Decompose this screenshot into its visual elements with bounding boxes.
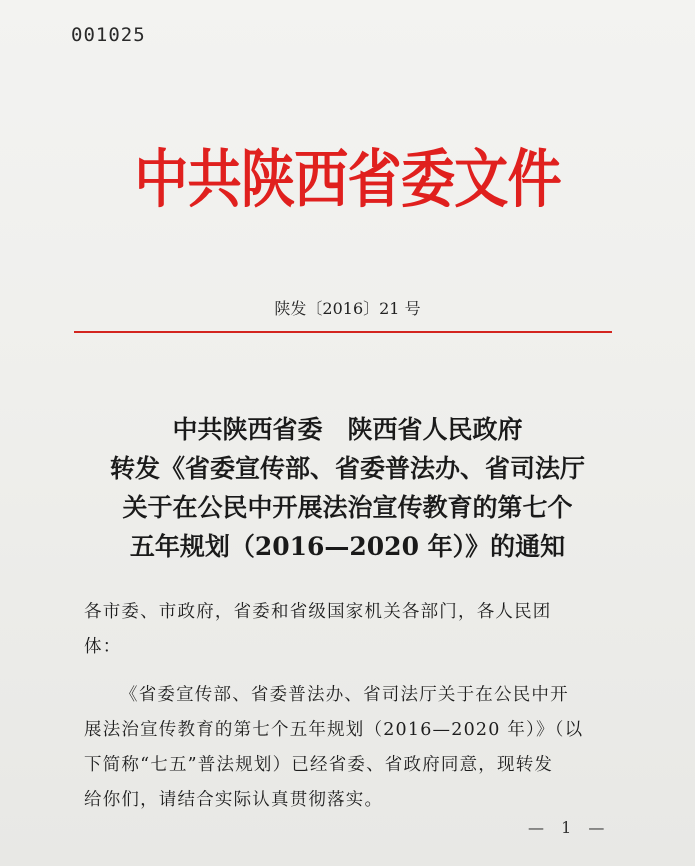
- notice-title-line: 五年规划（2016—2020 年）》的通知: [129, 532, 566, 561]
- paragraph-line: 展法治宣传教育的第七个五年规划（2016—2020 年）》（以: [84, 720, 584, 740]
- notice-title-line: 中共陕西省委 陕西省人民政府: [172, 415, 523, 444]
- paragraph-line: 《省委宣传部、省委普法办、省司法厅关于在公民中开: [120, 685, 569, 705]
- recipients-block: [84, 595, 624, 665]
- red-separator-line: [74, 331, 612, 333]
- notice-title: [40, 410, 655, 566]
- page-number: — 1 —: [528, 818, 611, 837]
- notice-title-line: 转发《省委宣传部、省委普法办、省司法厅: [109, 454, 585, 483]
- serial-number: 001025: [71, 24, 146, 46]
- notice-title-line: 关于在公民中开展法治宣传教育的第七个: [122, 493, 573, 522]
- recipients-line: 体：: [84, 637, 122, 657]
- paragraph-line: 下简称“七五”普法规划）已经省委、省政府同意，现转发: [84, 755, 554, 775]
- paragraph-line: 给你们，请结合实际认真贯彻落实。: [84, 790, 384, 810]
- document-header-title: 中共陕西省委文件: [134, 142, 561, 216]
- body-paragraph: [84, 678, 624, 818]
- document-number: 陕发〔2016〕21 号: [274, 299, 421, 318]
- recipients-line: 各市委、市政府，省委和省级国家机关各部门，各人民团: [84, 602, 552, 622]
